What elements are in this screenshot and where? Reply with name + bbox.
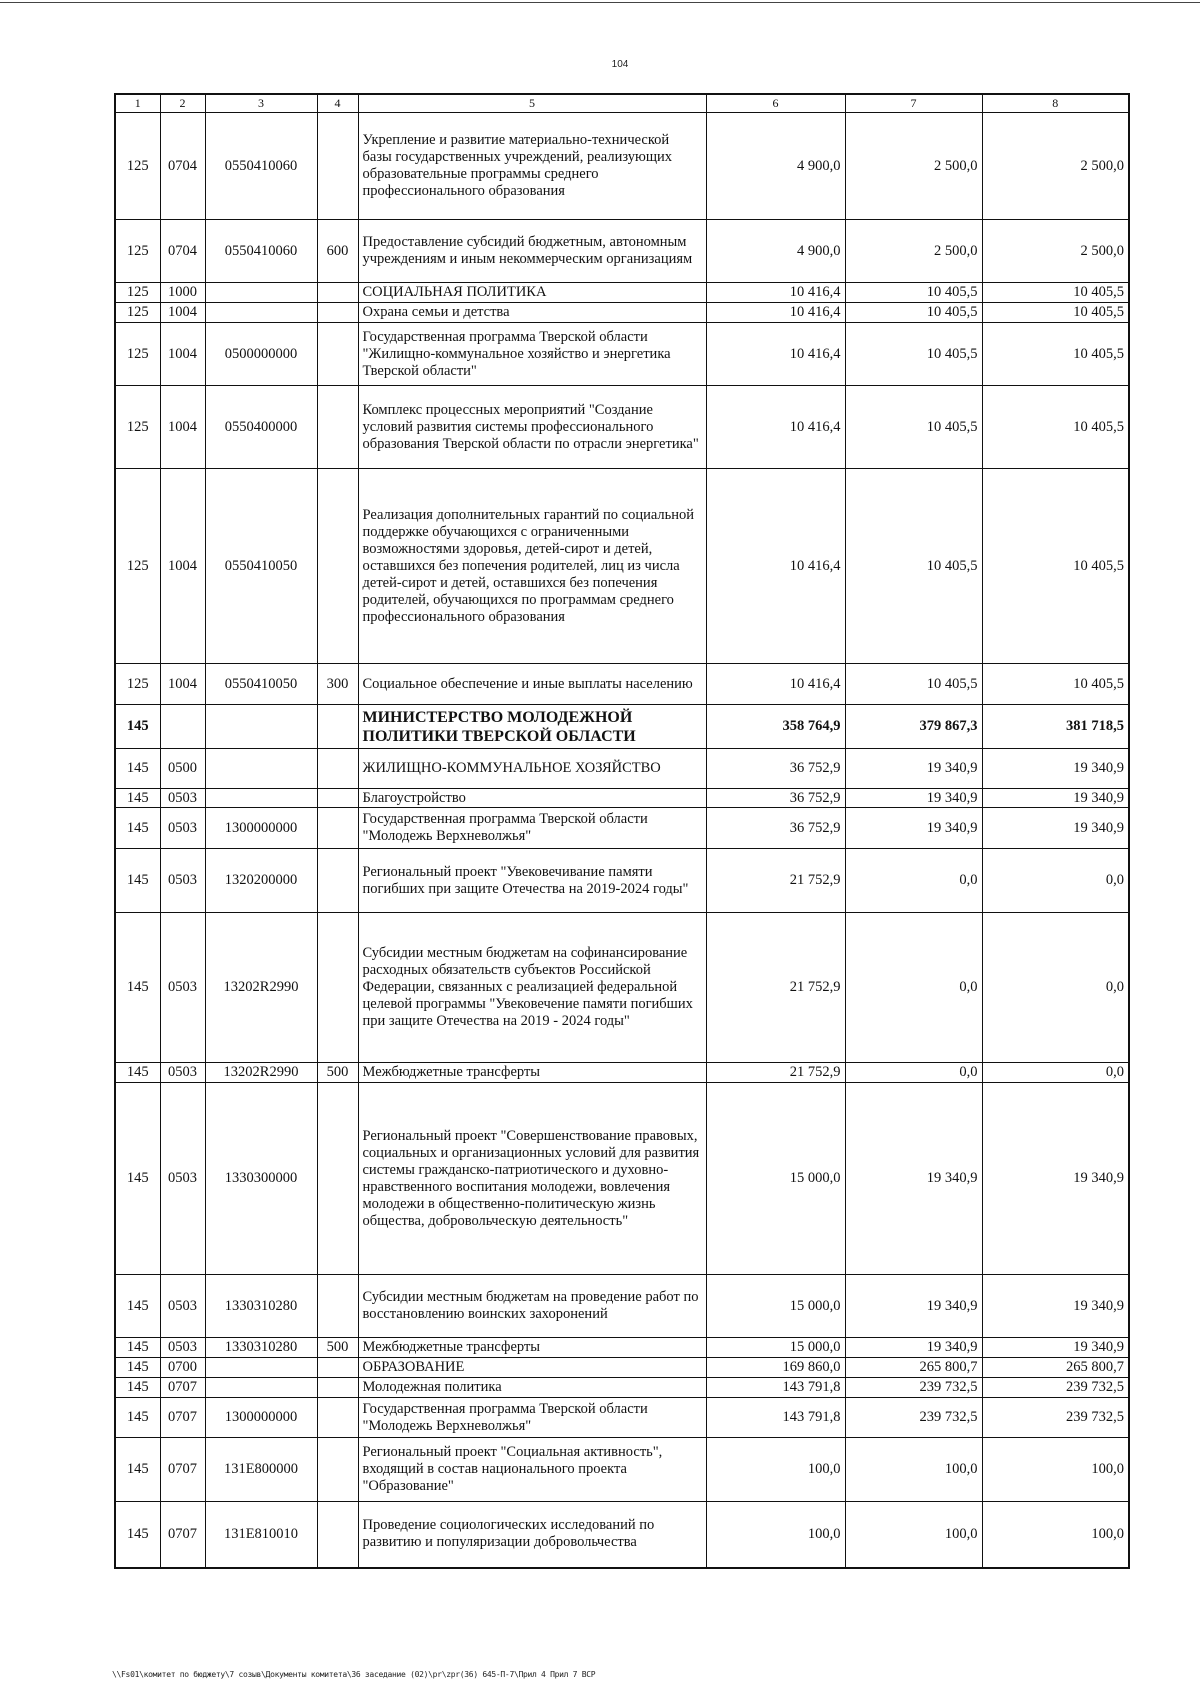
- amount-year2-cell: 100,0: [845, 1438, 982, 1502]
- target-article-cell: 0550410060: [205, 113, 317, 220]
- amount-year1-cell: 143 791,8: [706, 1398, 845, 1438]
- item-name-cell: Молодежная политика: [358, 1378, 706, 1398]
- section-code-cell: 0707: [160, 1398, 205, 1438]
- item-name-cell: Региональный проект "Увековечивание памяти погибших при защите Отечества на 2019-2024 годы": [358, 849, 706, 913]
- target-article-cell: 131E810010: [205, 1502, 317, 1568]
- ministry-code-cell: 125: [115, 303, 160, 323]
- amount-year3-cell: 10 405,5: [982, 283, 1129, 303]
- target-article-cell: 0500000000: [205, 323, 317, 386]
- amount-year2-cell: 19 340,9: [845, 1083, 982, 1275]
- amount-year1-cell: 21 752,9: [706, 849, 845, 913]
- target-article-cell: 13202R2990: [205, 1063, 317, 1083]
- expense-type-cell: [317, 303, 358, 323]
- amount-year3-cell: 10 405,5: [982, 664, 1129, 705]
- section-code-cell: 0503: [160, 1275, 205, 1338]
- amount-year2-cell: 10 405,5: [845, 386, 982, 469]
- item-name-cell: Региональный проект "Совершенствование правовых, социальных и организационных условий для развития системы гражданско-патриотического и духовно-нравственного воспитания молодежи, вовлечения молодежи в общественно-политическую жизнь общества, добровольческую деятельность": [358, 1083, 706, 1275]
- amount-year1-cell: 36 752,9: [706, 749, 845, 789]
- table-row: [115, 1063, 1129, 1083]
- amount-year1-cell: 143 791,8: [706, 1378, 845, 1398]
- expense-type-cell: [317, 386, 358, 469]
- amount-year3-cell: 381 718,5: [982, 705, 1129, 749]
- item-name-cell: Благоустройство: [358, 789, 706, 808]
- table-row: [115, 1502, 1129, 1568]
- amount-year3-cell: 100,0: [982, 1502, 1129, 1568]
- section-code-cell: 0700: [160, 1358, 205, 1378]
- table-row: [115, 1083, 1129, 1275]
- ministry-code-cell: 145: [115, 705, 160, 749]
- amount-year1-cell: 21 752,9: [706, 1063, 845, 1083]
- target-article-cell: 1320200000: [205, 849, 317, 913]
- expense-type-cell: [317, 1438, 358, 1502]
- item-name-cell: Комплекс процессных мероприятий "Создание условий развития системы профессионального образования Тверской области по отрасли энергетика": [358, 386, 706, 469]
- amount-year3-cell: 19 340,9: [982, 1275, 1129, 1338]
- target-article-cell: 131E800000: [205, 1438, 317, 1502]
- amount-year1-cell: 21 752,9: [706, 913, 845, 1063]
- section-code-cell: 0500: [160, 749, 205, 789]
- target-article-cell: 1330300000: [205, 1083, 317, 1275]
- section-code-cell: 0707: [160, 1378, 205, 1398]
- amount-year2-cell: 2 500,0: [845, 220, 982, 283]
- ministry-code-cell: 145: [115, 789, 160, 808]
- table-row: [115, 469, 1129, 664]
- amount-year1-cell: 100,0: [706, 1502, 845, 1568]
- item-name-cell: ЖИЛИЩНО-КОММУНАЛЬНОЕ ХОЗЯЙСТВО: [358, 749, 706, 789]
- target-article-cell: [205, 789, 317, 808]
- expense-type-cell: [317, 469, 358, 664]
- amount-year1-cell: 10 416,4: [706, 664, 845, 705]
- table-row: [115, 323, 1129, 386]
- amount-year1-cell: 10 416,4: [706, 469, 845, 664]
- target-article-cell: 0550410060: [205, 220, 317, 283]
- ministry-code-cell: 125: [115, 664, 160, 705]
- amount-year2-cell: 0,0: [845, 1063, 982, 1083]
- amount-year2-cell: 10 405,5: [845, 283, 982, 303]
- section-code-cell: 0503: [160, 789, 205, 808]
- amount-year1-cell: 4 900,0: [706, 113, 845, 220]
- expense-type-cell: [317, 1083, 358, 1275]
- amount-year2-cell: 19 340,9: [845, 789, 982, 808]
- section-code-cell: 0503: [160, 913, 205, 1063]
- expense-type-cell: [317, 749, 358, 789]
- item-name-cell: Субсидии местным бюджетам на проведение работ по восстановлению воинских захоронений: [358, 1275, 706, 1338]
- item-name-cell: Проведение социологических исследований по развитию и популяризации добровольчества: [358, 1502, 706, 1568]
- section-code-cell: 0503: [160, 808, 205, 849]
- column-header: 5: [358, 94, 706, 113]
- item-name-cell: Субсидии местным бюджетам на софинансирование расходных обязательств субъектов Российской Федерации, связанных с реализацией федеральной целевой программы "Увековечение памяти погибших при защите Отечества на 2019 - 2024 годы": [358, 913, 706, 1063]
- amount-year2-cell: 379 867,3: [845, 705, 982, 749]
- expense-type-cell: [317, 1358, 358, 1378]
- amount-year2-cell: 19 340,9: [845, 1338, 982, 1358]
- target-article-cell: 13202R2990: [205, 913, 317, 1063]
- ministry-code-cell: 125: [115, 113, 160, 220]
- expense-type-cell: [317, 849, 358, 913]
- target-article-cell: 1300000000: [205, 1398, 317, 1438]
- page-number: 104: [611, 59, 629, 70]
- ministry-code-cell: 125: [115, 469, 160, 664]
- column-header: 1: [115, 94, 160, 113]
- table-row: [115, 749, 1129, 789]
- column-header: 8: [982, 94, 1129, 113]
- amount-year3-cell: 2 500,0: [982, 220, 1129, 283]
- column-header: 6: [706, 94, 845, 113]
- amount-year2-cell: 10 405,5: [845, 303, 982, 323]
- column-header: 7: [845, 94, 982, 113]
- amount-year3-cell: 10 405,5: [982, 323, 1129, 386]
- amount-year3-cell: 239 732,5: [982, 1398, 1129, 1438]
- amount-year3-cell: 19 340,9: [982, 1338, 1129, 1358]
- amount-year1-cell: 10 416,4: [706, 323, 845, 386]
- section-code-cell: 0704: [160, 113, 205, 220]
- amount-year3-cell: 239 732,5: [982, 1378, 1129, 1398]
- expense-type-cell: [317, 1502, 358, 1568]
- table-row: [115, 113, 1129, 220]
- table-row: [115, 283, 1129, 303]
- table-row: [115, 664, 1129, 705]
- column-header: 4: [317, 94, 358, 113]
- amount-year2-cell: 19 340,9: [845, 808, 982, 849]
- item-name-cell: Укрепление и развитие материально-технической базы государственных учреждений, реализующих образовательные программы среднего профессионального образования: [358, 113, 706, 220]
- section-code-cell: 1004: [160, 386, 205, 469]
- section-code-cell: 1000: [160, 283, 205, 303]
- section-code-cell: 0503: [160, 1083, 205, 1275]
- ministry-code-cell: 145: [115, 1063, 160, 1083]
- expense-type-cell: [317, 789, 358, 808]
- table-row: [115, 808, 1129, 849]
- amount-year1-cell: 4 900,0: [706, 220, 845, 283]
- top-scan-rule: [0, 2, 1200, 3]
- target-article-cell: [205, 749, 317, 789]
- ministry-code-cell: 145: [115, 749, 160, 789]
- table-body: [115, 113, 1129, 1568]
- expense-type-cell: [317, 283, 358, 303]
- expense-type-cell: [317, 113, 358, 220]
- amount-year3-cell: 10 405,5: [982, 386, 1129, 469]
- amount-year3-cell: 0,0: [982, 1063, 1129, 1083]
- item-name-cell: Региональный проект "Социальная активность", входящий в состав национального проекта "Образование": [358, 1438, 706, 1502]
- amount-year3-cell: 2 500,0: [982, 113, 1129, 220]
- target-article-cell: 0550410050: [205, 469, 317, 664]
- table-row: [115, 1398, 1129, 1438]
- table-row: [115, 849, 1129, 913]
- amount-year2-cell: 239 732,5: [845, 1398, 982, 1438]
- target-article-cell: [205, 1378, 317, 1398]
- ministry-code-cell: 145: [115, 1502, 160, 1568]
- ministry-code-cell: 125: [115, 323, 160, 386]
- expense-type-cell: [317, 705, 358, 749]
- amount-year1-cell: 15 000,0: [706, 1083, 845, 1275]
- table-row: [115, 220, 1129, 283]
- item-name-cell: Межбюджетные трансферты: [358, 1063, 706, 1083]
- table-row: [115, 913, 1129, 1063]
- ministry-code-cell: 125: [115, 283, 160, 303]
- amount-year2-cell: 2 500,0: [845, 113, 982, 220]
- expense-type-cell: [317, 1398, 358, 1438]
- section-code-cell: 0503: [160, 849, 205, 913]
- amount-year1-cell: 10 416,4: [706, 386, 845, 469]
- amount-year3-cell: 10 405,5: [982, 303, 1129, 323]
- amount-year2-cell: 19 340,9: [845, 1275, 982, 1338]
- section-code-cell: 1004: [160, 323, 205, 386]
- amount-year3-cell: 10 405,5: [982, 469, 1129, 664]
- expense-type-cell: 300: [317, 664, 358, 705]
- ministry-code-cell: 125: [115, 386, 160, 469]
- section-code-cell: 0704: [160, 220, 205, 283]
- target-article-cell: [205, 705, 317, 749]
- amount-year2-cell: 239 732,5: [845, 1378, 982, 1398]
- expense-type-cell: [317, 323, 358, 386]
- amount-year2-cell: 10 405,5: [845, 664, 982, 705]
- ministry-code-cell: 145: [115, 1398, 160, 1438]
- expense-type-cell: [317, 1378, 358, 1398]
- section-code-cell: 1004: [160, 664, 205, 705]
- amount-year2-cell: 19 340,9: [845, 749, 982, 789]
- amount-year2-cell: 10 405,5: [845, 469, 982, 664]
- table-row: [115, 789, 1129, 808]
- column-header: 2: [160, 94, 205, 113]
- amount-year1-cell: 10 416,4: [706, 283, 845, 303]
- target-article-cell: 1300000000: [205, 808, 317, 849]
- ministry-code-cell: 145: [115, 1378, 160, 1398]
- table-row: [115, 1275, 1129, 1338]
- section-code-cell: 1004: [160, 303, 205, 323]
- ministry-code-cell: 145: [115, 1083, 160, 1275]
- item-name-cell: МИНИСТЕРСТВО МОЛОДЕЖНОЙ ПОЛИТИКИ ТВЕРСКОЙ ОБЛАСТИ: [358, 705, 706, 749]
- target-article-cell: [205, 283, 317, 303]
- item-name-cell: Охрана семьи и детства: [358, 303, 706, 323]
- ministry-code-cell: 125: [115, 220, 160, 283]
- expense-type-cell: 600: [317, 220, 358, 283]
- section-code-cell: 0503: [160, 1338, 205, 1358]
- column-header: 3: [205, 94, 317, 113]
- item-name-cell: Социальное обеспечение и иные выплаты населению: [358, 664, 706, 705]
- section-code-cell: 0707: [160, 1502, 205, 1568]
- ministry-code-cell: 145: [115, 1275, 160, 1338]
- section-code-cell: 0503: [160, 1063, 205, 1083]
- section-code-cell: [160, 705, 205, 749]
- item-name-cell: Государственная программа Тверской области "Жилищно-коммунальное хозяйство и энергетика Тверской области": [358, 323, 706, 386]
- amount-year3-cell: 19 340,9: [982, 749, 1129, 789]
- amount-year1-cell: 36 752,9: [706, 789, 845, 808]
- amount-year2-cell: 0,0: [845, 849, 982, 913]
- amount-year3-cell: 265 800,7: [982, 1358, 1129, 1378]
- ministry-code-cell: 145: [115, 1358, 160, 1378]
- table-row: [115, 1378, 1129, 1398]
- section-code-cell: 0707: [160, 1438, 205, 1502]
- amount-year3-cell: 19 340,9: [982, 1083, 1129, 1275]
- item-name-cell: Межбюджетные трансферты: [358, 1338, 706, 1358]
- amount-year1-cell: 36 752,9: [706, 808, 845, 849]
- amount-year2-cell: 10 405,5: [845, 323, 982, 386]
- amount-year1-cell: 169 860,0: [706, 1358, 845, 1378]
- item-name-cell: Государственная программа Тверской области "Молодежь Верхневолжья": [358, 1398, 706, 1438]
- table-header-row: [115, 94, 1129, 113]
- ministry-code-cell: 145: [115, 849, 160, 913]
- item-name-cell: Государственная программа Тверской области "Молодежь Верхневолжья": [358, 808, 706, 849]
- item-name-cell: Реализация дополнительных гарантий по социальной поддержке обучающихся с ограниченными возможностями здоровья, детей-сирот и детей, оставшихся без попечения родителей, лиц из числа детей-сирот и детей, оставшихся без попечения родителей, обучающихся по программам среднего профессионального образования: [358, 469, 706, 664]
- table-row: [115, 303, 1129, 323]
- target-article-cell: [205, 1358, 317, 1378]
- ministry-code-cell: 145: [115, 913, 160, 1063]
- amount-year2-cell: 265 800,7: [845, 1358, 982, 1378]
- amount-year3-cell: 100,0: [982, 1438, 1129, 1502]
- amount-year3-cell: 19 340,9: [982, 808, 1129, 849]
- target-article-cell: [205, 303, 317, 323]
- item-name-cell: Предоставление субсидий бюджетным, автономным учреждениям и иным некоммерческим организациям: [358, 220, 706, 283]
- expense-type-cell: 500: [317, 1338, 358, 1358]
- file-path-footer: \\Fs01\комитет по бюджету\7 созыв\Документы комитета\36 заседание (02)\pr\zpr(36) 645-П-7\Прил 4 Прил 7 ВСР: [112, 1670, 596, 1679]
- ministry-code-cell: 145: [115, 1338, 160, 1358]
- amount-year1-cell: 15 000,0: [706, 1338, 845, 1358]
- amount-year2-cell: 0,0: [845, 913, 982, 1063]
- expense-type-cell: [317, 1275, 358, 1338]
- expense-type-cell: 500: [317, 1063, 358, 1083]
- expense-type-cell: [317, 913, 358, 1063]
- table-row: [115, 1358, 1129, 1378]
- amount-year2-cell: 100,0: [845, 1502, 982, 1568]
- target-article-cell: 1330310280: [205, 1275, 317, 1338]
- table-row: [115, 705, 1129, 749]
- item-name-cell: СОЦИАЛЬНАЯ ПОЛИТИКА: [358, 283, 706, 303]
- ministry-code-cell: 145: [115, 1438, 160, 1502]
- ministry-code-cell: 145: [115, 808, 160, 849]
- table-row: [115, 1338, 1129, 1358]
- target-article-cell: 1330310280: [205, 1338, 317, 1358]
- amount-year1-cell: 15 000,0: [706, 1275, 845, 1338]
- amount-year1-cell: 10 416,4: [706, 303, 845, 323]
- target-article-cell: 0550400000: [205, 386, 317, 469]
- table-row: [115, 386, 1129, 469]
- amount-year1-cell: 100,0: [706, 1438, 845, 1502]
- amount-year3-cell: 0,0: [982, 913, 1129, 1063]
- section-code-cell: 1004: [160, 469, 205, 664]
- target-article-cell: 0550410050: [205, 664, 317, 705]
- amount-year1-cell: 358 764,9: [706, 705, 845, 749]
- expense-type-cell: [317, 808, 358, 849]
- amount-year3-cell: 19 340,9: [982, 789, 1129, 808]
- item-name-cell: ОБРАЗОВАНИЕ: [358, 1358, 706, 1378]
- amount-year3-cell: 0,0: [982, 849, 1129, 913]
- table-row: [115, 1438, 1129, 1502]
- budget-table: [114, 93, 1130, 1569]
